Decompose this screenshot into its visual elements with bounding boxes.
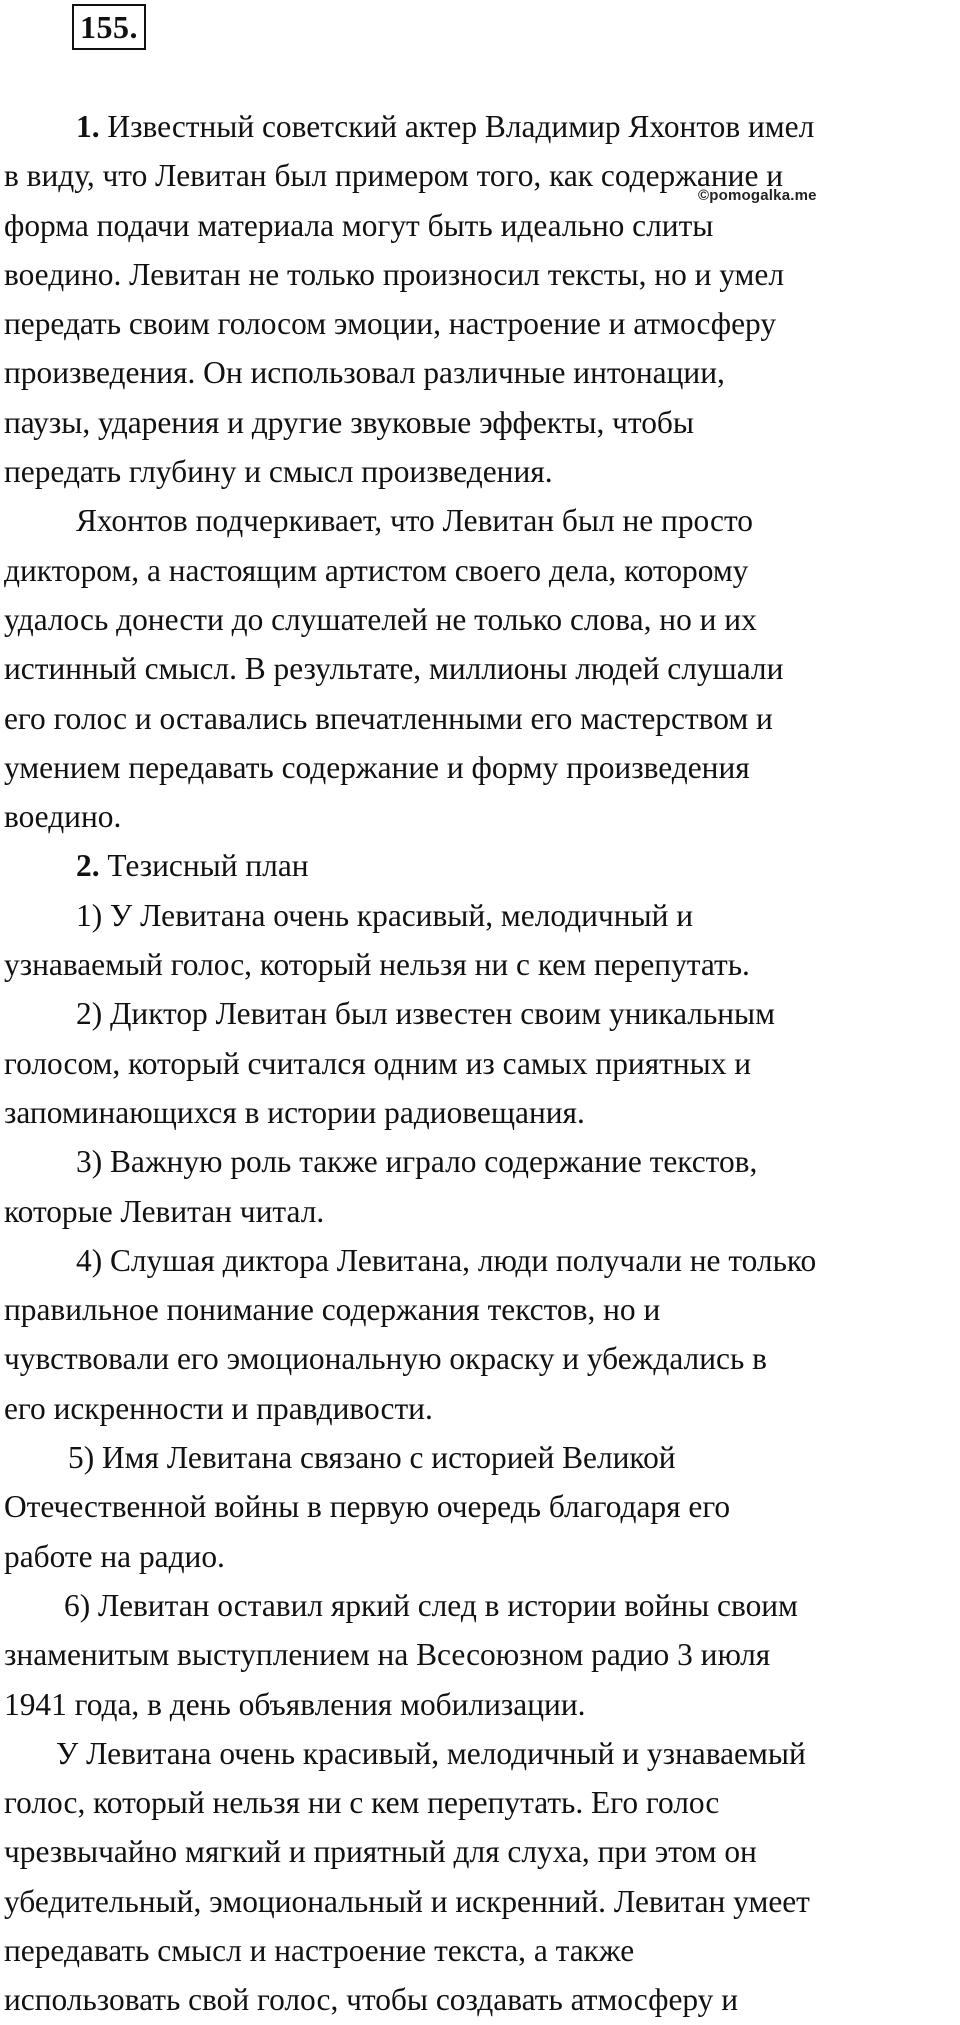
line-text: голос, который нельзя ни с кем перепутать. Его голос (4, 1785, 720, 1821)
text-line (4, 102, 958, 151)
text-line (4, 1778, 958, 1827)
line-text: 3) Важную роль также играло содержание текстов, (76, 1144, 758, 1180)
text-line (4, 1581, 958, 1630)
text-line (4, 1433, 958, 1482)
answer-text (4, 102, 958, 2025)
text-line (4, 447, 958, 496)
line-text: Тезисный план (99, 848, 309, 884)
text-line (4, 250, 958, 299)
line-text: чувствовали его эмоциональную окраску и убеждались в (4, 1341, 767, 1377)
line-text: использовать свой голос, чтобы создавать атмосферу и (4, 1982, 738, 2018)
text-line (4, 694, 958, 743)
line-text: умением передавать содержание и форму произведения (4, 749, 750, 785)
line-text: передавать смысл и настроение текста, а также (4, 1932, 635, 1968)
line-text: 6) Левитан оставил яркий след в истории войны своим (64, 1587, 798, 1623)
line-text: удалось донести до слушателей не только слова, но и их (4, 601, 757, 637)
text-line (4, 1334, 958, 1383)
text-line (4, 792, 958, 841)
line-text: диктором, а настоящим артистом своего дела, которому (4, 552, 749, 588)
line-text: работе на радио. (4, 1538, 225, 1574)
line-text: истинный смысл. В результате, миллионы людей слушали (4, 651, 784, 687)
line-text: его голос и оставались впечатленными его мастерством и (4, 700, 773, 736)
line-text: чрезвычайно мягкий и приятный для слуха, при этом он (4, 1834, 757, 1870)
line-text: передать глубину и смысл произведения. (4, 454, 553, 490)
text-line (4, 1187, 958, 1236)
line-text: произведения. Он использовал различные интонации, (4, 355, 725, 391)
item-number: 2. (76, 848, 100, 884)
line-text: 2) Диктор Левитан был известен своим уникальным (76, 996, 776, 1032)
text-line (4, 1285, 958, 1334)
watermark: ©pomogalka.me (698, 187, 817, 204)
line-text: У Левитана очень красивый, мелодичный и узнаваемый (56, 1735, 806, 1771)
text-line (4, 1680, 958, 1729)
text-line (4, 1532, 958, 1581)
text-line (4, 1137, 958, 1186)
line-text: 4) Слушая диктора Левитана, люди получали не только (76, 1242, 817, 1278)
text-line (4, 989, 958, 1038)
text-line (4, 546, 958, 595)
line-text: 5) Имя Левитана связано с историей Великой (68, 1440, 676, 1476)
line-text: передать своим голосом эмоции, настроение и атмосферу (4, 306, 777, 342)
text-line (4, 348, 958, 397)
text-line (4, 1236, 958, 1285)
text-line (4, 201, 958, 250)
task-number: 155. (72, 4, 146, 50)
text-line (4, 1729, 958, 1778)
line-text: форма подачи материала могут быть идеально слиты (4, 207, 714, 243)
line-text: правильное понимание содержания текстов, но и (4, 1292, 661, 1328)
text-line (4, 1384, 958, 1433)
text-line (4, 891, 958, 940)
text-line (4, 644, 958, 693)
line-text: 1) У Левитана очень красивый, мелодичный и (76, 897, 694, 933)
line-text: голосом, который считался одним из самых приятных и (4, 1045, 752, 1081)
line-text: узнаваемый голос, который нельзя ни с кем перепутать. (4, 947, 750, 983)
line-text: его искренности и правдивости. (4, 1390, 433, 1426)
text-line (4, 940, 958, 989)
text-line (4, 496, 958, 545)
text-line (4, 151, 958, 200)
line-text: убедительный, эмоциональный и искренний. Левитан умеет (4, 1883, 810, 1919)
text-line (4, 743, 958, 792)
text-line (4, 398, 958, 447)
line-text: знаменитым выступлением на Всесоюзном радио 3 июля (4, 1637, 771, 1673)
line-text: 1941 года, в день объявления мобилизации. (4, 1686, 586, 1722)
line-text: Яхонтов подчеркивает, что Левитан был не просто (76, 503, 753, 539)
text-line (4, 841, 958, 890)
text-line (4, 299, 958, 348)
line-text: в виду, что Левитан был примером того, как содержание и (4, 158, 784, 194)
line-text: Известный советский актер Владимир Яхонтов имел (99, 109, 815, 144)
item-number: 1. (76, 109, 100, 144)
text-line (4, 595, 958, 644)
line-text: Отечественной войны в первую очередь благодаря его (4, 1489, 731, 1525)
line-text: воедино. (4, 799, 122, 835)
text-line (4, 1088, 958, 1137)
line-text: паузы, ударения и другие звуковые эффекты, чтобы (4, 404, 694, 440)
line-text: которые Левитан читал. (4, 1193, 325, 1229)
text-line (4, 1827, 958, 1876)
line-text: запоминающихся в истории радиовещания. (4, 1094, 585, 1130)
text-line (4, 1877, 958, 1926)
text-line (4, 1630, 958, 1679)
text-line (4, 1926, 958, 1975)
line-text: воедино. Левитан не только произносил тексты, но и умел (4, 256, 785, 292)
text-line (4, 1039, 958, 1088)
text-line (4, 1482, 958, 1531)
